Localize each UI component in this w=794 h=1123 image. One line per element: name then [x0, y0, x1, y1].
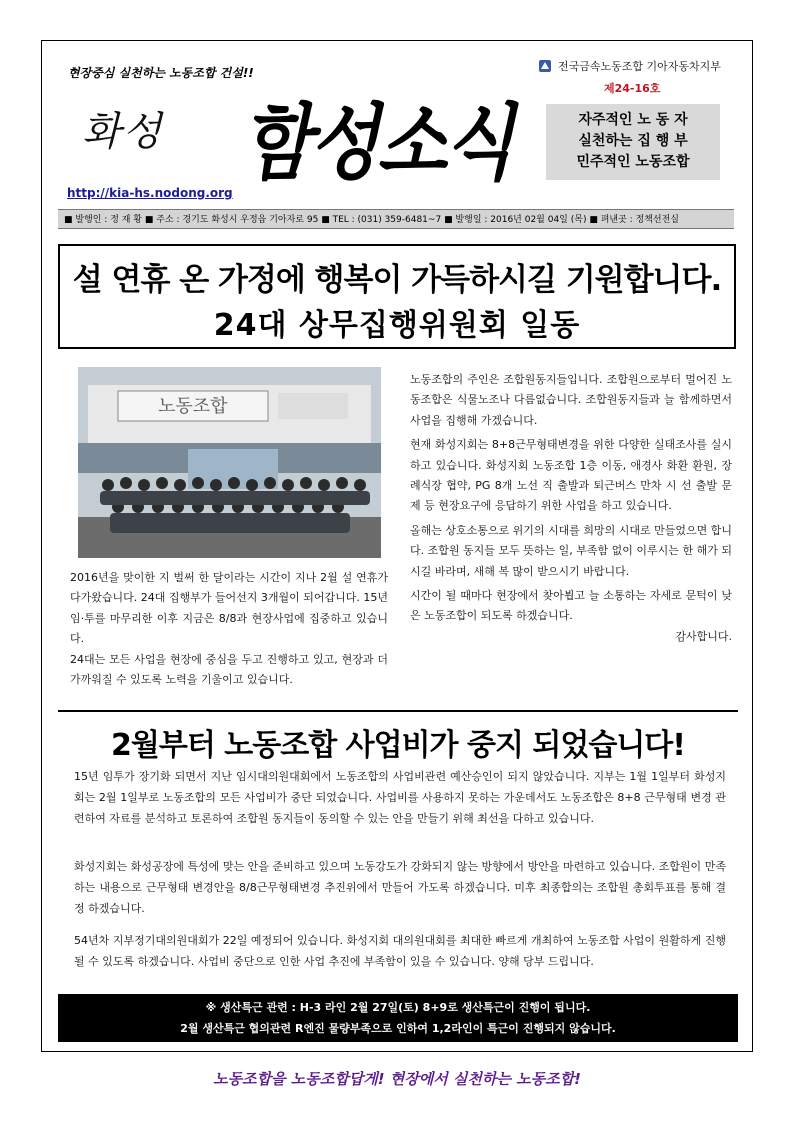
motto-line: 민주적인 노동조합	[576, 154, 690, 170]
editorial-office: ■ 펴낸곳 : 정책선전실	[589, 215, 679, 225]
issue-number: 제24-16호	[604, 82, 661, 95]
publisher: ■ 발행인 : 정 재 황	[64, 215, 143, 225]
paragraph: 15년 임투가 장기화 되면서 지난 임시대의원대회에서 노동조합의 사업비관련 예산승인이 되지 않았습니다. 지부는 1월 1일부터 화성지회는 2월 1일부로 노동조합의 모든 사업비가 중단 되었습니다. 사업비를 사용하지 못하는 가운데서도 노동조합은 8+8 근무형태 변경 관련하여 자료를 분석하고 토론하여 조합원 동지들이 동의할 수 있는 안을 만들기 위해 최선을 다하고 있습니다.	[74, 770, 726, 825]
paragraph: 올해는 상호소통으로 위기의 시대를 희망의 시대로 만들었으면 합니다. 조합원 동지들 모두 뜻하는 일, 부족함 없이 이루시는 한 해가 되시길 바라며, 새해 복 많이 받으시기 바랍니다.	[410, 523, 733, 578]
paragraph: 2016년을 맞이한 지 벌써 한 달이라는 시간이 지나 2월 설 연휴가 다가왔습니다. 24대 집행부가 들어선지 3개월이 되어갑니다. 15년 임·투를 마무리한 이후 지금은 8/8과 현장사업에 집중하고 있습니다.	[70, 571, 388, 646]
headline: 설 연휴 온 가정에 행복이 가득하시길 기원합니다.	[72, 262, 722, 298]
motto-box	[546, 104, 720, 180]
notice-line: ※ 생산특근 관련 : H-3 라인 2월 27일(토) 8+9로 생산특근이 진행이 됩니다.	[205, 1001, 591, 1014]
group-photo	[78, 367, 381, 558]
photo-sign-text: 노동조합	[158, 396, 228, 417]
footer-slogan: 노동조합을 노동조합답게! 현장에서 실천하는 노동조합!	[213, 1070, 581, 1088]
masthead-slogan: 현장중심 실천하는 노동조합 건설!!	[68, 66, 254, 80]
union-name: 전국금속노동조합 기아자동차지부	[558, 60, 721, 73]
headline-2: 2월부터 노동조합 사업비가 중지 되었습니다!	[111, 728, 685, 763]
headline-box	[58, 244, 736, 349]
homepage-link[interactable]: http://kia-hs.nodong.org	[67, 186, 233, 200]
paragraph: 24대는 모든 사업을 현장에 중심을 두고 진행하고 있고, 현장과 더 가까워질 수 있도록 노력을 기울이고 있습니다.	[70, 652, 388, 687]
paragraph: 시간이 될 때마다 현장에서 찾아뵙고 늘 소통하는 자세로 문턱이 낮은 노동조합이 되도록 하겠습니다.	[410, 589, 732, 623]
motto-line: 실천하는 집 행 부	[578, 133, 688, 149]
group-photo-illustration	[78, 367, 381, 558]
masthead-title-sub: 화성	[82, 109, 164, 155]
address: ■ 주소 : 경기도 화성시 우정읍 기아자로 95	[144, 215, 319, 225]
paragraph: 화성지회는 화성공장에 특성에 맞는 안을 준비하고 있으며 노동강도가 강화되지 않는 방향에서 방안을 마련하고 있습니다. 조합원이 만족하는 내용으로 근무형태 변경안을 8/8근무형태변경 추진위에서 만들어 가도록 하겠습니다. 미후 최종합의는 조합원 총회투표를 통해 결정 하겠습니다.	[74, 860, 726, 915]
publication-info-bar	[58, 209, 734, 229]
closing-sign: 감사합니다.	[675, 629, 732, 643]
paragraph: 노동조합의 주인은 조합원동지들입니다. 조합원으로부터 멀어진 노동조합은 식물노조나 다름없습니다. 조합원동지들과 늘 함께하면서 사업을 집행해 가겠습니다.	[410, 373, 732, 427]
article-left-column	[70, 568, 388, 690]
telephone: ■ TEL : (031) 359-6481~7	[321, 215, 442, 225]
notice-line: 2월 생산특근 협의관련 R엔진 물량부족으로 인하여 1,2라인이 특근이 진행되지 않습니다.	[180, 1022, 616, 1035]
notice-box	[58, 994, 738, 1042]
paragraph: 현재 화성지회는 8+8근무형태변경을 위한 다양한 실태조사를 실시하고 있습니다. 화성지회 노동조합 1층 이동, 애경사 화환 환원, 장례식장 협약, PG 8개 노선 직 출발과 퇴근버스 만차 시 선 출발 문제 등 현장요구에 응답하기 위한 사업을 하고 있습니다.	[410, 438, 732, 513]
union-logo-icon	[538, 59, 552, 73]
subheadline: 24대 상무집행위원회 일동	[213, 308, 581, 343]
union-header	[538, 58, 721, 74]
paragraph: 54년차 지부정기대의원대회가 22일 예정되어 있습니다. 화성지회 대의원대회를 최대한 빠르게 개최하여 노동조합 사업이 원활하게 진행 될 수 있도록 하겠습니다. 사업비 중단으로 인한 사업 추진에 부족함이 있을 수 있습니다. 양해 당부 드립니다.	[74, 934, 726, 968]
masthead-title: 함성소식	[242, 93, 513, 191]
article-right-column	[410, 370, 732, 647]
publish-date: ■ 발행일 : 2016년 02월 04일 (목)	[444, 215, 587, 225]
motto-line: 자주적인 노 동 자	[578, 112, 688, 128]
section-divider	[58, 710, 738, 712]
